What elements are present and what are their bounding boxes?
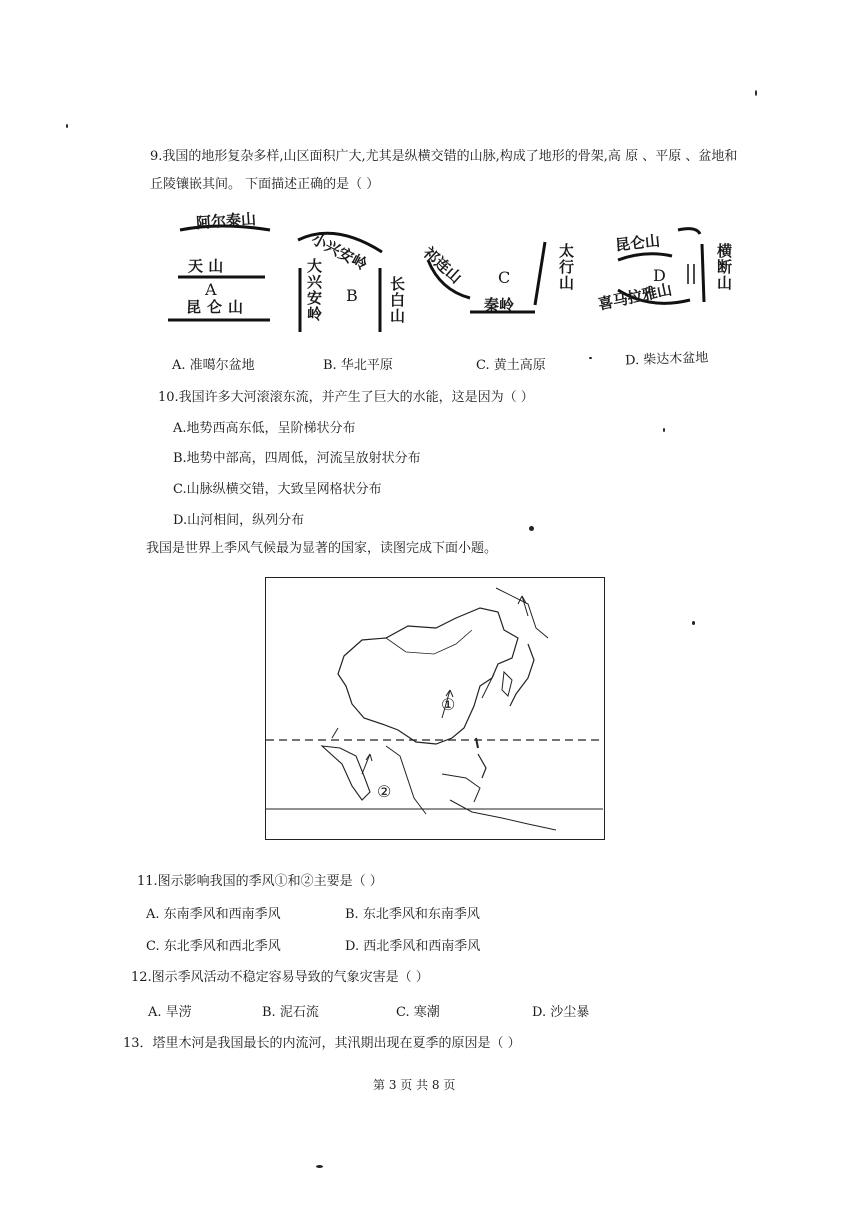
q10-option-c: C.山脉纵横交错，大致呈网格状分布	[173, 482, 382, 497]
q11-option-b: B. 东北季风和东南季风	[345, 907, 480, 922]
label-qilianshan: 祁连山	[419, 243, 466, 287]
q9-option-b: B. 华北平原	[323, 358, 393, 373]
label-himalaya: 喜马拉雅山	[596, 280, 674, 314]
q12-option-b: B. 泥石流	[262, 1005, 319, 1020]
monsoon-map-drawing	[266, 578, 603, 838]
q9-option-c: C. 黄土高原	[476, 358, 546, 373]
q12-option-c: C. 寒潮	[396, 1005, 440, 1020]
q11-option-d: D. 西北季风和西南季风	[345, 939, 481, 954]
label-kunlun-d: 昆仑山	[614, 231, 661, 255]
label-letter-c: C	[498, 268, 511, 287]
q9-option-a: A. 准噶尔盆地	[172, 358, 255, 373]
label-daxinganling: 大兴安岭	[305, 258, 323, 322]
label-qinling: 秦岭	[484, 296, 515, 314]
q10-option-d: D.山河相间，纵列分布	[173, 513, 305, 528]
label-taihangshan: 太行山	[557, 243, 575, 291]
question-9-line-1: 9.我国的地形复杂多样,山区面积广大,尤其是纵横交错的山脉,构成了地形的骨架,高 原 、平原 、盆地和	[150, 149, 738, 164]
question-11-stem: 11.图示影响我国的季风①和②主要是（ ）	[137, 874, 383, 889]
q10-option-a: A.地势西高东低，呈阶梯状分布	[173, 421, 356, 436]
scan-speck	[589, 357, 592, 359]
q11-option-c: C. 东北季风和西北季风	[146, 939, 281, 954]
question-12-stem: 12.图示季风活动不稳定容易导致的气象灾害是（ ）	[131, 970, 429, 985]
scan-speck	[316, 1165, 323, 1168]
question-10-stem: 10.我国许多大河滚滚东流，并产生了巨大的水能，这是因为（ ）	[158, 390, 534, 405]
scan-speck	[66, 124, 68, 128]
page-footer: 第 3 页 共 8 页	[373, 1078, 456, 1092]
map-marker-2: ②	[377, 782, 392, 801]
label-letter-d: D	[653, 266, 666, 285]
scan-speck	[692, 621, 695, 625]
label-letter-b: B	[346, 286, 358, 305]
monsoon-map	[265, 577, 605, 840]
q10-option-b: B.地势中部高，四周低，河流呈放射状分布	[173, 451, 421, 466]
question-9-line-2: 丘陵镶嵌其间。 下面描述正确的是（ ）	[150, 177, 380, 192]
intro-text: 我国是世界上季风气候最为显著的国家，读图完成下面小题。	[146, 541, 498, 556]
scan-speck	[529, 526, 534, 531]
label-xiaoxinganling: 小兴安岭	[308, 229, 371, 274]
q12-option-d: D. 沙尘暴	[532, 1005, 590, 1020]
label-kunlun-a: 昆仑山	[186, 298, 250, 316]
label-letter-a: A	[205, 280, 217, 299]
label-changbaishan: 长白山	[388, 276, 406, 324]
map-marker-1: ①	[441, 695, 456, 714]
label-altai: 阿尔泰山	[195, 209, 257, 233]
q9-option-d: D. 柴达木盆地	[624, 350, 709, 369]
label-hengduanshan: 横断山	[715, 243, 733, 291]
q11-option-a: A. 东南季风和西南季风	[146, 907, 281, 922]
scan-speck	[663, 428, 665, 432]
scan-speck	[755, 90, 757, 96]
question-13-stem: 13．塔里木河是我国最长的内流河，其汛期出现在夏季的原因是（ ）	[123, 1036, 521, 1051]
q12-option-a: A. 旱涝	[148, 1005, 192, 1020]
label-tianshan: 天 山	[188, 257, 224, 275]
